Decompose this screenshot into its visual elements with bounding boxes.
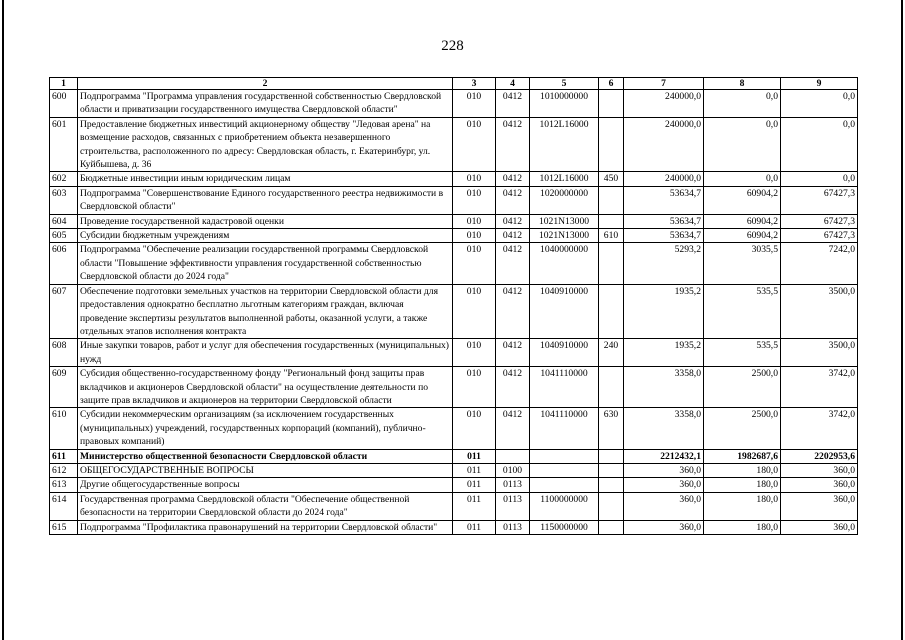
ministry-code-cell: 010: [453, 367, 496, 408]
column-header: 4: [496, 78, 530, 90]
row-name-cell: Подпрограмма "Программа управления государственной собственностью Свердловской области и приватизации государственного имущества Свердловской области": [78, 90, 453, 118]
ministry-code-cell: 010: [453, 117, 496, 172]
row-number-cell: 611: [50, 449, 78, 463]
ministry-code-cell: 010: [453, 229, 496, 243]
amount-year2-cell: 0,0: [704, 117, 781, 172]
amount-year1-cell: 53634,7: [624, 214, 704, 228]
amount-year3-cell: 360,0: [781, 463, 858, 477]
ministry-code-cell: 011: [453, 449, 496, 463]
table-header-row: [50, 78, 858, 90]
column-header: 1: [50, 78, 78, 90]
ministry-code-cell: 010: [453, 408, 496, 449]
table-row: [50, 172, 858, 186]
row-number-cell: 607: [50, 284, 78, 339]
table-row: [50, 243, 858, 284]
row-name-cell: Министерство общественной безопасности Свердловской области: [78, 449, 453, 463]
target-article-cell: 1041110000: [530, 408, 599, 449]
expense-type-cell: [599, 186, 624, 214]
target-article-cell: 1020000000: [530, 186, 599, 214]
section-code-cell: 0113: [496, 492, 530, 520]
row-name-cell: Субсидия общественно-государственному фонду "Региональный фонд защиты прав вкладчиков и акционеров Свердловской области" на осуществление деятельности по защите прав вкладчиков и акционеров на территории Свердловской области: [78, 367, 453, 408]
scan-frame-left: [2, 0, 4, 640]
amount-year1-cell: 1935,2: [624, 284, 704, 339]
target-article-cell: [530, 478, 599, 492]
amount-year2-cell: 0,0: [704, 172, 781, 186]
expense-type-cell: [599, 90, 624, 118]
table-row: [50, 284, 858, 339]
row-name-cell: Предоставление бюджетных инвестиций акционерному обществу "Ледовая арена" на возмещение расходов, связанных с приобретением объекта незавершенного строительства, расположенного по адресу: Свердловская область, г. Екатеринбург, ул. Куйбышева, д. 36: [78, 117, 453, 172]
ministry-code-cell: 010: [453, 214, 496, 228]
amount-year3-cell: 360,0: [781, 478, 858, 492]
expense-type-cell: [599, 520, 624, 534]
row-name-cell: Государственная программа Свердловской области "Обеспечение общественной безопасности на территории Свердловской области до 2024 года": [78, 492, 453, 520]
amount-year2-cell: 180,0: [704, 478, 781, 492]
row-number-cell: 612: [50, 463, 78, 477]
ministry-code-cell: 010: [453, 172, 496, 186]
expense-type-cell: [599, 478, 624, 492]
amount-year1-cell: 240000,0: [624, 172, 704, 186]
amount-year1-cell: 1935,2: [624, 339, 704, 367]
amount-year2-cell: 60904,2: [704, 186, 781, 214]
row-name-cell: Обеспечение подготовки земельных участков на территории Свердловской области для предоставления однократно бесплатно льготным категориям граждан, включая проведение экспертизы результатов выполненной работы, оказанной услуги, а также отдельных этапов исполнения контракта: [78, 284, 453, 339]
table-row: [50, 463, 858, 477]
row-name-cell: Проведение государственной кадастровой оценки: [78, 214, 453, 228]
column-header: 9: [781, 78, 858, 90]
row-name-cell: ОБЩЕГОСУДАРСТВЕННЫЕ ВОПРОСЫ: [78, 463, 453, 477]
amount-year3-cell: 3742,0: [781, 408, 858, 449]
row-number-cell: 606: [50, 243, 78, 284]
expense-type-cell: [599, 367, 624, 408]
table-row: [50, 520, 858, 534]
amount-year1-cell: 240000,0: [624, 90, 704, 118]
row-number-cell: 608: [50, 339, 78, 367]
amount-year1-cell: 3358,0: [624, 408, 704, 449]
target-article-cell: 1021N13000: [530, 229, 599, 243]
page-number: 228: [441, 38, 464, 54]
target-article-cell: 1150000000: [530, 520, 599, 534]
ministry-code-cell: 011: [453, 492, 496, 520]
target-article-cell: 1012L16000: [530, 172, 599, 186]
expense-type-cell: [599, 243, 624, 284]
table-row: [50, 117, 858, 172]
row-number-cell: 605: [50, 229, 78, 243]
target-article-cell: 1040910000: [530, 339, 599, 367]
section-code-cell: 0412: [496, 186, 530, 214]
column-header: 3: [453, 78, 496, 90]
amount-year2-cell: 3035,5: [704, 243, 781, 284]
ministry-code-cell: 010: [453, 339, 496, 367]
row-name-cell: Другие общегосударственные вопросы: [78, 478, 453, 492]
row-number-cell: 601: [50, 117, 78, 172]
section-code-cell: 0412: [496, 367, 530, 408]
section-code-cell: 0412: [496, 408, 530, 449]
expense-type-cell: [599, 463, 624, 477]
table-row: [50, 90, 858, 118]
ministry-code-cell: 010: [453, 90, 496, 118]
amount-year2-cell: 180,0: [704, 492, 781, 520]
amount-year1-cell: 240000,0: [624, 117, 704, 172]
section-code-cell: 0412: [496, 284, 530, 339]
section-code-cell: 0412: [496, 229, 530, 243]
amount-year1-cell: 360,0: [624, 463, 704, 477]
table-row: [50, 214, 858, 228]
amount-year2-cell: 535,5: [704, 284, 781, 339]
column-header: 5: [530, 78, 599, 90]
ministry-code-cell: 010: [453, 186, 496, 214]
section-code-cell: 0100: [496, 463, 530, 477]
table-row: [50, 229, 858, 243]
row-number-cell: 603: [50, 186, 78, 214]
table-row: [50, 408, 858, 449]
section-code-cell: 0412: [496, 214, 530, 228]
amount-year3-cell: 67427,3: [781, 214, 858, 228]
amount-year2-cell: 2500,0: [704, 408, 781, 449]
amount-year2-cell: 535,5: [704, 339, 781, 367]
amount-year1-cell: 3358,0: [624, 367, 704, 408]
row-number-cell: 614: [50, 492, 78, 520]
ministry-code-cell: 011: [453, 478, 496, 492]
amount-year3-cell: 360,0: [781, 492, 858, 520]
amount-year3-cell: 360,0: [781, 520, 858, 534]
amount-year2-cell: 180,0: [704, 463, 781, 477]
target-article-cell: 1010000000: [530, 90, 599, 118]
amount-year1-cell: 360,0: [624, 492, 704, 520]
table-row: [50, 186, 858, 214]
row-number-cell: 615: [50, 520, 78, 534]
section-code-cell: 0412: [496, 172, 530, 186]
column-header: 8: [704, 78, 781, 90]
amount-year2-cell: 0,0: [704, 90, 781, 118]
scan-frame-right: [901, 0, 903, 640]
amount-year1-cell: 360,0: [624, 520, 704, 534]
amount-year3-cell: 7242,0: [781, 243, 858, 284]
section-code-cell: 0412: [496, 339, 530, 367]
amount-year3-cell: 0,0: [781, 117, 858, 172]
target-article-cell: [530, 463, 599, 477]
expense-type-cell: 450: [599, 172, 624, 186]
table-row: [50, 339, 858, 367]
row-name-cell: Подпрограмма "Обеспечение реализации государственной программы Свердловской области "Повышение эффективности управления государственной собственностью Свердловской области до 2024 года": [78, 243, 453, 284]
row-number-cell: 604: [50, 214, 78, 228]
amount-year2-cell: 60904,2: [704, 214, 781, 228]
amount-year3-cell: 3742,0: [781, 367, 858, 408]
column-header: 7: [624, 78, 704, 90]
amount-year1-cell: 5293,2: [624, 243, 704, 284]
amount-year1-cell: 360,0: [624, 478, 704, 492]
row-number-cell: 602: [50, 172, 78, 186]
row-number-cell: 613: [50, 478, 78, 492]
row-name-cell: Иные закупки товаров, работ и услуг для обеспечения государственных (муниципальных) нужд: [78, 339, 453, 367]
target-article-cell: 1040910000: [530, 284, 599, 339]
amount-year2-cell: 1982687,6: [704, 449, 781, 463]
expense-type-cell: [599, 117, 624, 172]
amount-year3-cell: 67427,3: [781, 186, 858, 214]
ministry-code-cell: 011: [453, 463, 496, 477]
expense-type-cell: 630: [599, 408, 624, 449]
expense-type-cell: 610: [599, 229, 624, 243]
ministry-code-cell: 010: [453, 284, 496, 339]
expense-type-cell: [599, 214, 624, 228]
expense-type-cell: [599, 449, 624, 463]
row-number-cell: 600: [50, 90, 78, 118]
target-article-cell: 1012L16000: [530, 117, 599, 172]
row-name-cell: Субсидии бюджетным учреждениям: [78, 229, 453, 243]
expense-type-cell: 240: [599, 339, 624, 367]
ministry-code-cell: 010: [453, 243, 496, 284]
amount-year3-cell: 0,0: [781, 90, 858, 118]
amount-year3-cell: 3500,0: [781, 339, 858, 367]
target-article-cell: 1041110000: [530, 367, 599, 408]
table-row: [50, 492, 858, 520]
section-code-cell: 0412: [496, 243, 530, 284]
row-number-cell: 610: [50, 408, 78, 449]
budget-table: [49, 77, 858, 535]
table-row: [50, 478, 858, 492]
table-row: [50, 367, 858, 408]
amount-year1-cell: 2212432,1: [624, 449, 704, 463]
target-article-cell: 1100000000: [530, 492, 599, 520]
target-article-cell: 1040000000: [530, 243, 599, 284]
table-row: [50, 449, 858, 463]
amount-year3-cell: 2202953,6: [781, 449, 858, 463]
amount-year3-cell: 67427,3: [781, 229, 858, 243]
amount-year1-cell: 53634,7: [624, 229, 704, 243]
section-code-cell: [496, 449, 530, 463]
amount-year2-cell: 2500,0: [704, 367, 781, 408]
section-code-cell: 0412: [496, 90, 530, 118]
amount-year2-cell: 180,0: [704, 520, 781, 534]
amount-year3-cell: 0,0: [781, 172, 858, 186]
column-header: 2: [78, 78, 453, 90]
row-number-cell: 609: [50, 367, 78, 408]
row-name-cell: Субсидии некоммерческим организациям (за исключением государственных (муниципальных) учреждений, государственных корпораций (компаний), публично-правовых компаний): [78, 408, 453, 449]
row-name-cell: Подпрограмма "Совершенствование Единого государственного реестра недвижимости в Свердловской области": [78, 186, 453, 214]
amount-year1-cell: 53634,7: [624, 186, 704, 214]
target-article-cell: [530, 449, 599, 463]
ministry-code-cell: 011: [453, 520, 496, 534]
section-code-cell: 0113: [496, 478, 530, 492]
section-code-cell: 0113: [496, 520, 530, 534]
expense-type-cell: [599, 284, 624, 339]
section-code-cell: 0412: [496, 117, 530, 172]
target-article-cell: 1021N13000: [530, 214, 599, 228]
row-name-cell: Бюджетные инвестиции иным юридическим лицам: [78, 172, 453, 186]
row-name-cell: Подпрограмма "Профилактика правонарушений на территории Свердловской области": [78, 520, 453, 534]
amount-year2-cell: 60904,2: [704, 229, 781, 243]
amount-year3-cell: 3500,0: [781, 284, 858, 339]
expense-type-cell: [599, 492, 624, 520]
column-header: 6: [599, 78, 624, 90]
